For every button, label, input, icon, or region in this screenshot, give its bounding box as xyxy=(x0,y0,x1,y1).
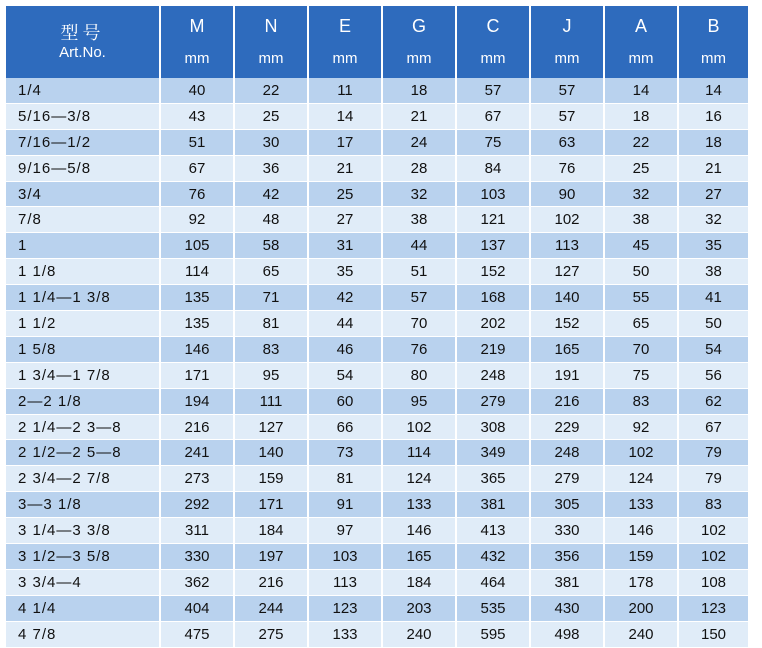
cell-value: 464 xyxy=(456,569,530,595)
cell-value: 91 xyxy=(308,492,382,518)
cell-art-no: 1/4 xyxy=(6,78,160,103)
cell-art-no: 1 1/2 xyxy=(6,311,160,337)
table-body xyxy=(6,78,748,647)
cell-value: 178 xyxy=(604,569,678,595)
cell-value: 356 xyxy=(530,544,604,570)
cell-value: 56 xyxy=(678,362,748,388)
cell-value: 18 xyxy=(678,129,748,155)
table-row xyxy=(6,103,748,129)
header-col-b xyxy=(678,6,748,78)
header-unit: mm xyxy=(406,50,432,67)
cell-value: 311 xyxy=(160,518,234,544)
cell-value: 63 xyxy=(530,129,604,155)
cell-value: 22 xyxy=(604,129,678,155)
cell-value: 18 xyxy=(604,103,678,129)
header-unit: mm xyxy=(701,50,726,67)
cell-value: 60 xyxy=(308,388,382,414)
cell-value: 113 xyxy=(308,569,382,595)
cell-value: 184 xyxy=(234,518,308,544)
cell-value: 203 xyxy=(382,595,456,621)
cell-art-no: 1 3/4—1 7/8 xyxy=(6,362,160,388)
cell-value: 244 xyxy=(234,595,308,621)
cell-value: 75 xyxy=(604,362,678,388)
cell-value: 133 xyxy=(604,492,678,518)
cell-value: 97 xyxy=(308,518,382,544)
cell-value: 38 xyxy=(382,207,456,233)
cell-value: 240 xyxy=(382,621,456,647)
cell-value: 330 xyxy=(530,518,604,544)
header-col-a xyxy=(604,6,678,78)
header-label: J xyxy=(562,16,572,36)
header-label: G xyxy=(411,16,426,36)
cell-value: 135 xyxy=(160,285,234,311)
cell-value: 57 xyxy=(530,78,604,103)
cell-value: 62 xyxy=(678,388,748,414)
cell-value: 240 xyxy=(604,621,678,647)
cell-value: 432 xyxy=(456,544,530,570)
cell-value: 21 xyxy=(678,155,748,181)
cell-value: 32 xyxy=(678,207,748,233)
table-row xyxy=(6,595,748,621)
cell-art-no: 1 5/8 xyxy=(6,336,160,362)
header-col-c xyxy=(456,6,530,78)
cell-value: 365 xyxy=(456,466,530,492)
cell-value: 362 xyxy=(160,569,234,595)
header-label: C xyxy=(486,16,500,36)
cell-value: 45 xyxy=(604,233,678,259)
cell-value: 535 xyxy=(456,595,530,621)
header-unit: mm xyxy=(184,50,210,67)
cell-value: 46 xyxy=(308,336,382,362)
table-row xyxy=(6,336,748,362)
cell-value: 42 xyxy=(234,181,308,207)
cell-value: 57 xyxy=(382,285,456,311)
cell-value: 51 xyxy=(382,259,456,285)
cell-value: 44 xyxy=(308,311,382,337)
table-row xyxy=(6,259,748,285)
cell-value: 65 xyxy=(604,311,678,337)
header-col-n xyxy=(234,6,308,78)
header-unit: mm xyxy=(480,50,506,67)
cell-value: 123 xyxy=(308,595,382,621)
cell-value: 595 xyxy=(456,621,530,647)
header-art-no-en: Art.No. xyxy=(59,44,106,61)
cell-value: 171 xyxy=(160,362,234,388)
cell-value: 475 xyxy=(160,621,234,647)
cell-value: 54 xyxy=(678,336,748,362)
cell-value: 79 xyxy=(678,466,748,492)
cell-value: 135 xyxy=(160,311,234,337)
cell-value: 171 xyxy=(234,492,308,518)
header-unit: mm xyxy=(628,50,654,67)
header-label: A xyxy=(634,16,647,36)
cell-value: 80 xyxy=(382,362,456,388)
cell-value: 381 xyxy=(456,492,530,518)
cell-value: 67 xyxy=(678,414,748,440)
cell-value: 102 xyxy=(604,440,678,466)
cell-value: 81 xyxy=(308,466,382,492)
cell-value: 127 xyxy=(234,414,308,440)
cell-value: 140 xyxy=(234,440,308,466)
cell-value: 73 xyxy=(308,440,382,466)
cell-value: 279 xyxy=(456,388,530,414)
cell-value: 36 xyxy=(234,155,308,181)
cell-value: 216 xyxy=(234,569,308,595)
cell-value: 76 xyxy=(160,181,234,207)
cell-value: 83 xyxy=(234,336,308,362)
table-row xyxy=(6,466,748,492)
table-row xyxy=(6,233,748,259)
header-col-j xyxy=(530,6,604,78)
cell-value: 168 xyxy=(456,285,530,311)
cell-value: 76 xyxy=(382,336,456,362)
cell-value: 51 xyxy=(160,129,234,155)
cell-value: 38 xyxy=(604,207,678,233)
cell-value: 30 xyxy=(234,129,308,155)
cell-value: 38 xyxy=(678,259,748,285)
cell-value: 200 xyxy=(604,595,678,621)
cell-value: 241 xyxy=(160,440,234,466)
cell-value: 108 xyxy=(678,569,748,595)
cell-value: 48 xyxy=(234,207,308,233)
cell-value: 219 xyxy=(456,336,530,362)
cell-value: 83 xyxy=(604,388,678,414)
header-unit: mm xyxy=(332,50,358,67)
cell-value: 35 xyxy=(308,259,382,285)
cell-art-no: 1 xyxy=(6,233,160,259)
cell-value: 330 xyxy=(160,544,234,570)
cell-value: 75 xyxy=(456,129,530,155)
header-art-no xyxy=(6,6,160,78)
cell-value: 25 xyxy=(308,181,382,207)
cell-value: 54 xyxy=(308,362,382,388)
spec-table-container xyxy=(6,6,748,648)
cell-value: 21 xyxy=(382,103,456,129)
cell-value: 58 xyxy=(234,233,308,259)
cell-value: 102 xyxy=(530,207,604,233)
table-row xyxy=(6,544,748,570)
cell-art-no: 3 1/2—3 5/8 xyxy=(6,544,160,570)
cell-art-no: 2—2 1/8 xyxy=(6,388,160,414)
header-label: N xyxy=(264,16,278,36)
cell-value: 83 xyxy=(678,492,748,518)
cell-value: 140 xyxy=(530,285,604,311)
cell-art-no: 2 1/4—2 3—8 xyxy=(6,414,160,440)
cell-value: 25 xyxy=(604,155,678,181)
cell-value: 308 xyxy=(456,414,530,440)
cell-art-no: 3 1/4—3 3/8 xyxy=(6,518,160,544)
header-label: M xyxy=(189,16,205,36)
cell-art-no: 3 3/4—4 xyxy=(6,569,160,595)
cell-value: 152 xyxy=(456,259,530,285)
cell-value: 103 xyxy=(456,181,530,207)
header-unit: mm xyxy=(554,50,580,67)
cell-art-no: 1 1/4—1 3/8 xyxy=(6,285,160,311)
cell-value: 70 xyxy=(604,336,678,362)
cell-value: 413 xyxy=(456,518,530,544)
table-row xyxy=(6,78,748,103)
cell-value: 305 xyxy=(530,492,604,518)
cell-value: 57 xyxy=(530,103,604,129)
cell-value: 95 xyxy=(234,362,308,388)
header-row xyxy=(6,6,748,78)
cell-art-no: 2 3/4—2 7/8 xyxy=(6,466,160,492)
table-row xyxy=(6,569,748,595)
header-col-m xyxy=(160,6,234,78)
table-row xyxy=(6,129,748,155)
table-row xyxy=(6,492,748,518)
cell-value: 66 xyxy=(308,414,382,440)
cell-value: 127 xyxy=(530,259,604,285)
cell-value: 146 xyxy=(160,336,234,362)
cell-value: 57 xyxy=(456,78,530,103)
table-row xyxy=(6,155,748,181)
cell-value: 275 xyxy=(234,621,308,647)
cell-value: 133 xyxy=(382,492,456,518)
cell-value: 14 xyxy=(308,103,382,129)
cell-value: 184 xyxy=(382,569,456,595)
table-row xyxy=(6,362,748,388)
cell-value: 102 xyxy=(382,414,456,440)
cell-value: 279 xyxy=(530,466,604,492)
cell-value: 216 xyxy=(530,388,604,414)
cell-value: 27 xyxy=(678,181,748,207)
cell-value: 248 xyxy=(456,362,530,388)
cell-value: 14 xyxy=(604,78,678,103)
table-row xyxy=(6,285,748,311)
cell-value: 273 xyxy=(160,466,234,492)
spec-table xyxy=(6,6,748,648)
header-unit: mm xyxy=(258,50,284,67)
cell-value: 498 xyxy=(530,621,604,647)
cell-value: 44 xyxy=(382,233,456,259)
cell-value: 42 xyxy=(308,285,382,311)
cell-value: 191 xyxy=(530,362,604,388)
cell-value: 146 xyxy=(604,518,678,544)
cell-value: 16 xyxy=(678,103,748,129)
cell-value: 92 xyxy=(160,207,234,233)
cell-art-no: 4 7/8 xyxy=(6,621,160,647)
cell-value: 111 xyxy=(234,388,308,414)
cell-value: 292 xyxy=(160,492,234,518)
header-label: B xyxy=(707,16,720,36)
cell-value: 95 xyxy=(382,388,456,414)
cell-value: 76 xyxy=(530,155,604,181)
cell-value: 114 xyxy=(160,259,234,285)
cell-value: 55 xyxy=(604,285,678,311)
table-row xyxy=(6,621,748,647)
cell-value: 65 xyxy=(234,259,308,285)
cell-value: 124 xyxy=(382,466,456,492)
cell-value: 102 xyxy=(678,518,748,544)
cell-value: 90 xyxy=(530,181,604,207)
cell-value: 79 xyxy=(678,440,748,466)
cell-value: 71 xyxy=(234,285,308,311)
cell-value: 14 xyxy=(678,78,748,103)
cell-value: 31 xyxy=(308,233,382,259)
cell-value: 27 xyxy=(308,207,382,233)
cell-value: 197 xyxy=(234,544,308,570)
cell-value: 349 xyxy=(456,440,530,466)
cell-value: 159 xyxy=(234,466,308,492)
cell-value: 202 xyxy=(456,311,530,337)
cell-value: 25 xyxy=(234,103,308,129)
cell-value: 123 xyxy=(678,595,748,621)
cell-art-no: 2 1/2—2 5—8 xyxy=(6,440,160,466)
cell-value: 248 xyxy=(530,440,604,466)
cell-value: 67 xyxy=(160,155,234,181)
table-row xyxy=(6,207,748,233)
cell-value: 159 xyxy=(604,544,678,570)
cell-value: 121 xyxy=(456,207,530,233)
header-col-e xyxy=(308,6,382,78)
header-col-g xyxy=(382,6,456,78)
cell-value: 24 xyxy=(382,129,456,155)
cell-value: 105 xyxy=(160,233,234,259)
cell-value: 137 xyxy=(456,233,530,259)
header-label: E xyxy=(338,16,351,36)
cell-value: 28 xyxy=(382,155,456,181)
cell-value: 113 xyxy=(530,233,604,259)
cell-value: 67 xyxy=(456,103,530,129)
table-row xyxy=(6,414,748,440)
cell-value: 404 xyxy=(160,595,234,621)
cell-value: 165 xyxy=(530,336,604,362)
cell-value: 165 xyxy=(382,544,456,570)
cell-value: 216 xyxy=(160,414,234,440)
table-header xyxy=(6,6,748,78)
cell-value: 35 xyxy=(678,233,748,259)
table-row xyxy=(6,311,748,337)
cell-art-no: 4 1/4 xyxy=(6,595,160,621)
cell-value: 150 xyxy=(678,621,748,647)
cell-value: 50 xyxy=(678,311,748,337)
cell-value: 229 xyxy=(530,414,604,440)
cell-art-no: 7/8 xyxy=(6,207,160,233)
header-art-no-cn: 型号 xyxy=(60,23,105,43)
table-row xyxy=(6,181,748,207)
cell-value: 32 xyxy=(604,181,678,207)
cell-art-no: 7/16—1/2 xyxy=(6,129,160,155)
cell-value: 84 xyxy=(456,155,530,181)
cell-value: 43 xyxy=(160,103,234,129)
cell-art-no: 5/16—3/8 xyxy=(6,103,160,129)
cell-value: 70 xyxy=(382,311,456,337)
cell-value: 40 xyxy=(160,78,234,103)
cell-value: 430 xyxy=(530,595,604,621)
cell-value: 152 xyxy=(530,311,604,337)
cell-value: 114 xyxy=(382,440,456,466)
cell-value: 41 xyxy=(678,285,748,311)
cell-value: 194 xyxy=(160,388,234,414)
cell-value: 50 xyxy=(604,259,678,285)
cell-value: 81 xyxy=(234,311,308,337)
cell-value: 133 xyxy=(308,621,382,647)
cell-value: 21 xyxy=(308,155,382,181)
table-row xyxy=(6,388,748,414)
cell-value: 381 xyxy=(530,569,604,595)
cell-value: 22 xyxy=(234,78,308,103)
cell-value: 103 xyxy=(308,544,382,570)
cell-value: 17 xyxy=(308,129,382,155)
cell-value: 102 xyxy=(678,544,748,570)
cell-value: 92 xyxy=(604,414,678,440)
cell-art-no: 1 1/8 xyxy=(6,259,160,285)
cell-art-no: 9/16—5/8 xyxy=(6,155,160,181)
cell-art-no: 3/4 xyxy=(6,181,160,207)
cell-art-no: 3—3 1/8 xyxy=(6,492,160,518)
table-row xyxy=(6,440,748,466)
cell-value: 124 xyxy=(604,466,678,492)
cell-value: 11 xyxy=(308,78,382,103)
table-row xyxy=(6,518,748,544)
cell-value: 18 xyxy=(382,78,456,103)
cell-value: 32 xyxy=(382,181,456,207)
cell-value: 146 xyxy=(382,518,456,544)
